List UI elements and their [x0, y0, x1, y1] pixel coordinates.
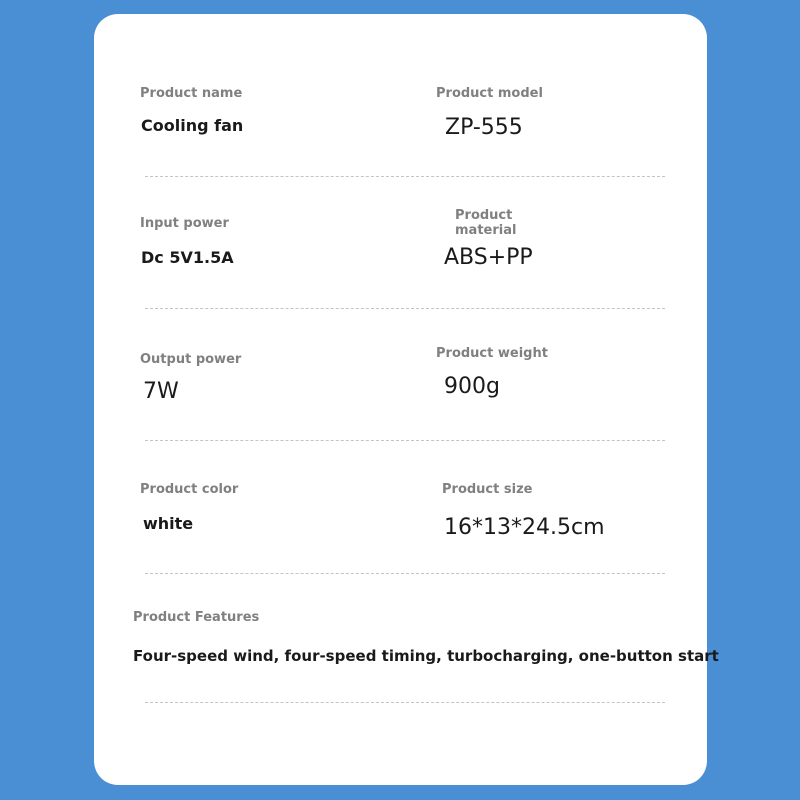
product-features-label: Product Features [133, 610, 260, 625]
product-model-value: ZP-555 [445, 115, 523, 140]
input-power-label: Input power [140, 216, 229, 231]
product-size-value: 16*13*24.5cm [444, 515, 605, 540]
product-material-value: ABS+PP [444, 245, 533, 270]
divider [145, 702, 665, 703]
divider [145, 176, 665, 177]
product-features-value: Four-speed wind, four-speed timing, turbocharging, one-button start [133, 647, 719, 665]
product-name-value: Cooling fan [141, 116, 244, 135]
product-material-label-line1: Product [455, 208, 513, 223]
product-color-label: Product color [140, 482, 239, 497]
output-power-value: 7W [143, 379, 179, 404]
input-power-value: Dc 5V1.5A [141, 248, 234, 267]
divider [145, 573, 665, 574]
output-power-label: Output power [140, 352, 242, 367]
product-weight-label: Product weight [436, 346, 548, 361]
product-size-label: Product size [442, 482, 533, 497]
product-name-label: Product name [140, 86, 243, 101]
product-model-label: Product model [436, 86, 543, 101]
divider [145, 308, 665, 309]
product-material-label-line2: material [455, 223, 517, 238]
product-color-value: white [143, 514, 194, 533]
divider [145, 440, 665, 441]
product-weight-value: 900g [444, 374, 500, 399]
